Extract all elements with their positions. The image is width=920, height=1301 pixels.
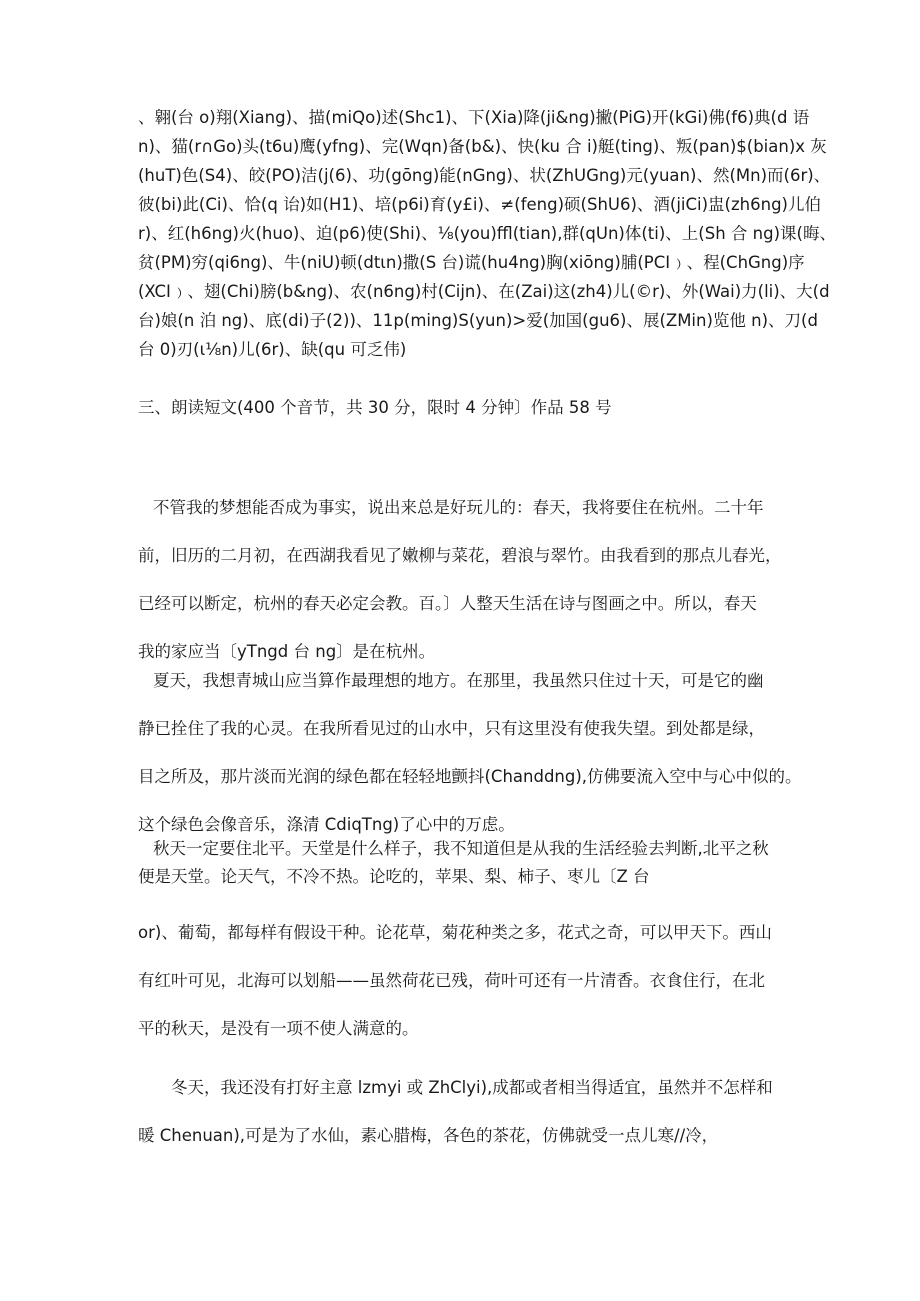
vocabulary-line: 贫(PM)穷(qi6ng)、牛(niU)顿(dtιn)撒(S 台)谎(hu4ng)胸(xiōng)脯(PCI﹚、程(ChGng)序 bbox=[138, 253, 805, 272]
paragraph-winter bbox=[138, 1064, 773, 1160]
vocabulary-line: r)、红(h6ng)火(huo)、迫(p6)使(Shi)、⅛(you)ffl(tian),群(qUn)体(ti)、上(Sh 合 ng)课(晦、 bbox=[138, 224, 836, 243]
paragraph-line: 夏天，我想青城山应当算作最理想的地方。在那里，我虽然只住过十天，可是它的幽 bbox=[153, 671, 764, 690]
paragraph-spring bbox=[138, 484, 782, 676]
paragraph-line: 暖 Chenuan),可是为了水仙，素心腊梅，各色的茶花，仿佛就受一点儿寒//冷， bbox=[138, 1126, 719, 1145]
paragraph-line: 目之所及，那片淡而光润的绿色都在轻轻地颤抖(Chanddng),仿佛要流入空中与心中似的。 bbox=[138, 767, 802, 786]
vocabulary-line: 、翱(台 o)翔(Xiang)、描(miQo)述(Shc1)、下(Xia)降(ji&ng)撇(PiG)开(kGi)佛(f6)典(d 语 bbox=[138, 108, 810, 127]
vocabulary-line: 台 0)刃(ι⅛n)儿(6r)、缺(qu 可乏伟) bbox=[138, 340, 407, 359]
paragraph-line: 有红叶可见，北海可以划船——虽然荷花已残，荷叶可还有一片清香。衣食住行，在北 bbox=[138, 971, 765, 990]
vocabulary-list bbox=[138, 103, 836, 364]
paragraph-summer bbox=[138, 657, 802, 849]
paragraph-line: 静已拴住了我的心灵。在我所看见过的山水中，只有这里没有使我失望。到处都是绿， bbox=[138, 719, 765, 738]
paragraph-line: 前，旧历的二月初，在西湖我看见了嫩柳与菜花，碧浪与翠竹。由我看到的那点儿春光， bbox=[138, 546, 782, 565]
paragraph-line: 秋天一定要住北平。天堂是什么样子，我不知道但是从我的生活经验去判断,北平之秋 bbox=[153, 839, 769, 858]
paragraph-line: 这个绿色会像音乐，涤清 CdiqTng)了心中的万虑。 bbox=[138, 815, 515, 834]
paragraph-line: 不管我的梦想能否成为事实，说出来总是好玩儿的：春天，我将要住在杭州。二十年 bbox=[153, 498, 764, 517]
paragraph-line: 平的秋天，是没有一项不使人满意的。 bbox=[138, 1019, 419, 1038]
paragraph-line: or)、葡萄，都每样有假设干种。论花草，菊花种类之多，花式之奇，可以甲天下。西山 bbox=[138, 923, 772, 942]
paragraph-line: 我的家应当〔yTngd 台 ng〕是在杭州。 bbox=[138, 642, 436, 661]
paragraph-line: 冬天，我还没有打好主意 lzmyi 或 ZhClyi),成都或者相当得适宜，虽然并不怎样和 bbox=[171, 1078, 773, 1097]
vocabulary-line: n)、猫(r∩Go)头(t6u)鹰(yfng)、完(Wqn)备(b&)、快(ku 合 i)艇(ting)、叛(pan)$(bian)x 灰 bbox=[138, 137, 827, 156]
paragraph-line: 已经可以断定，杭州的春天必定会教。百。〕人整天生活在诗与图画之中。所以，春天 bbox=[138, 594, 757, 613]
vocabulary-line: 台)娘(n 泊 ng)、底(di)子(2))、11p(ming)S(yun)>爱(加国(gu6)、展(ZMin)览他 n)、刀(d bbox=[138, 311, 818, 330]
vocabulary-line: (XCI﹚、翅(Chi)膀(b&ng)、农(n6ng)村(Cijn)、在(Zai)这(zh4)儿(©r)、外(Wai)力(li)、大(d bbox=[138, 282, 830, 301]
vocabulary-line: 彼(bi)此(Ci)、恰(q 诒)如(H1)、培(p6i)育(y£i)、≠(feng)硕(ShU6)、酒(jiCi)盅(zh6ng)儿伯 bbox=[138, 195, 821, 214]
section-heading: 三、朗读短文(400 个音节，共 30 分，限时 4 分钟〕作品 58 号 bbox=[138, 398, 612, 417]
paragraph-line: 便是天堂。论天气，不冷不热。论吃的，苹果、梨、柿子、枣儿〔Z 台 bbox=[138, 867, 650, 886]
vocabulary-line: (huT)色(S4)、皎(PO)洁(j(6)、功(gōng)能(nGng)、状(ZhUGng)元(yuan)、然(Mn)而(6r)、 bbox=[138, 166, 831, 185]
paragraph-autumn bbox=[138, 835, 772, 1053]
